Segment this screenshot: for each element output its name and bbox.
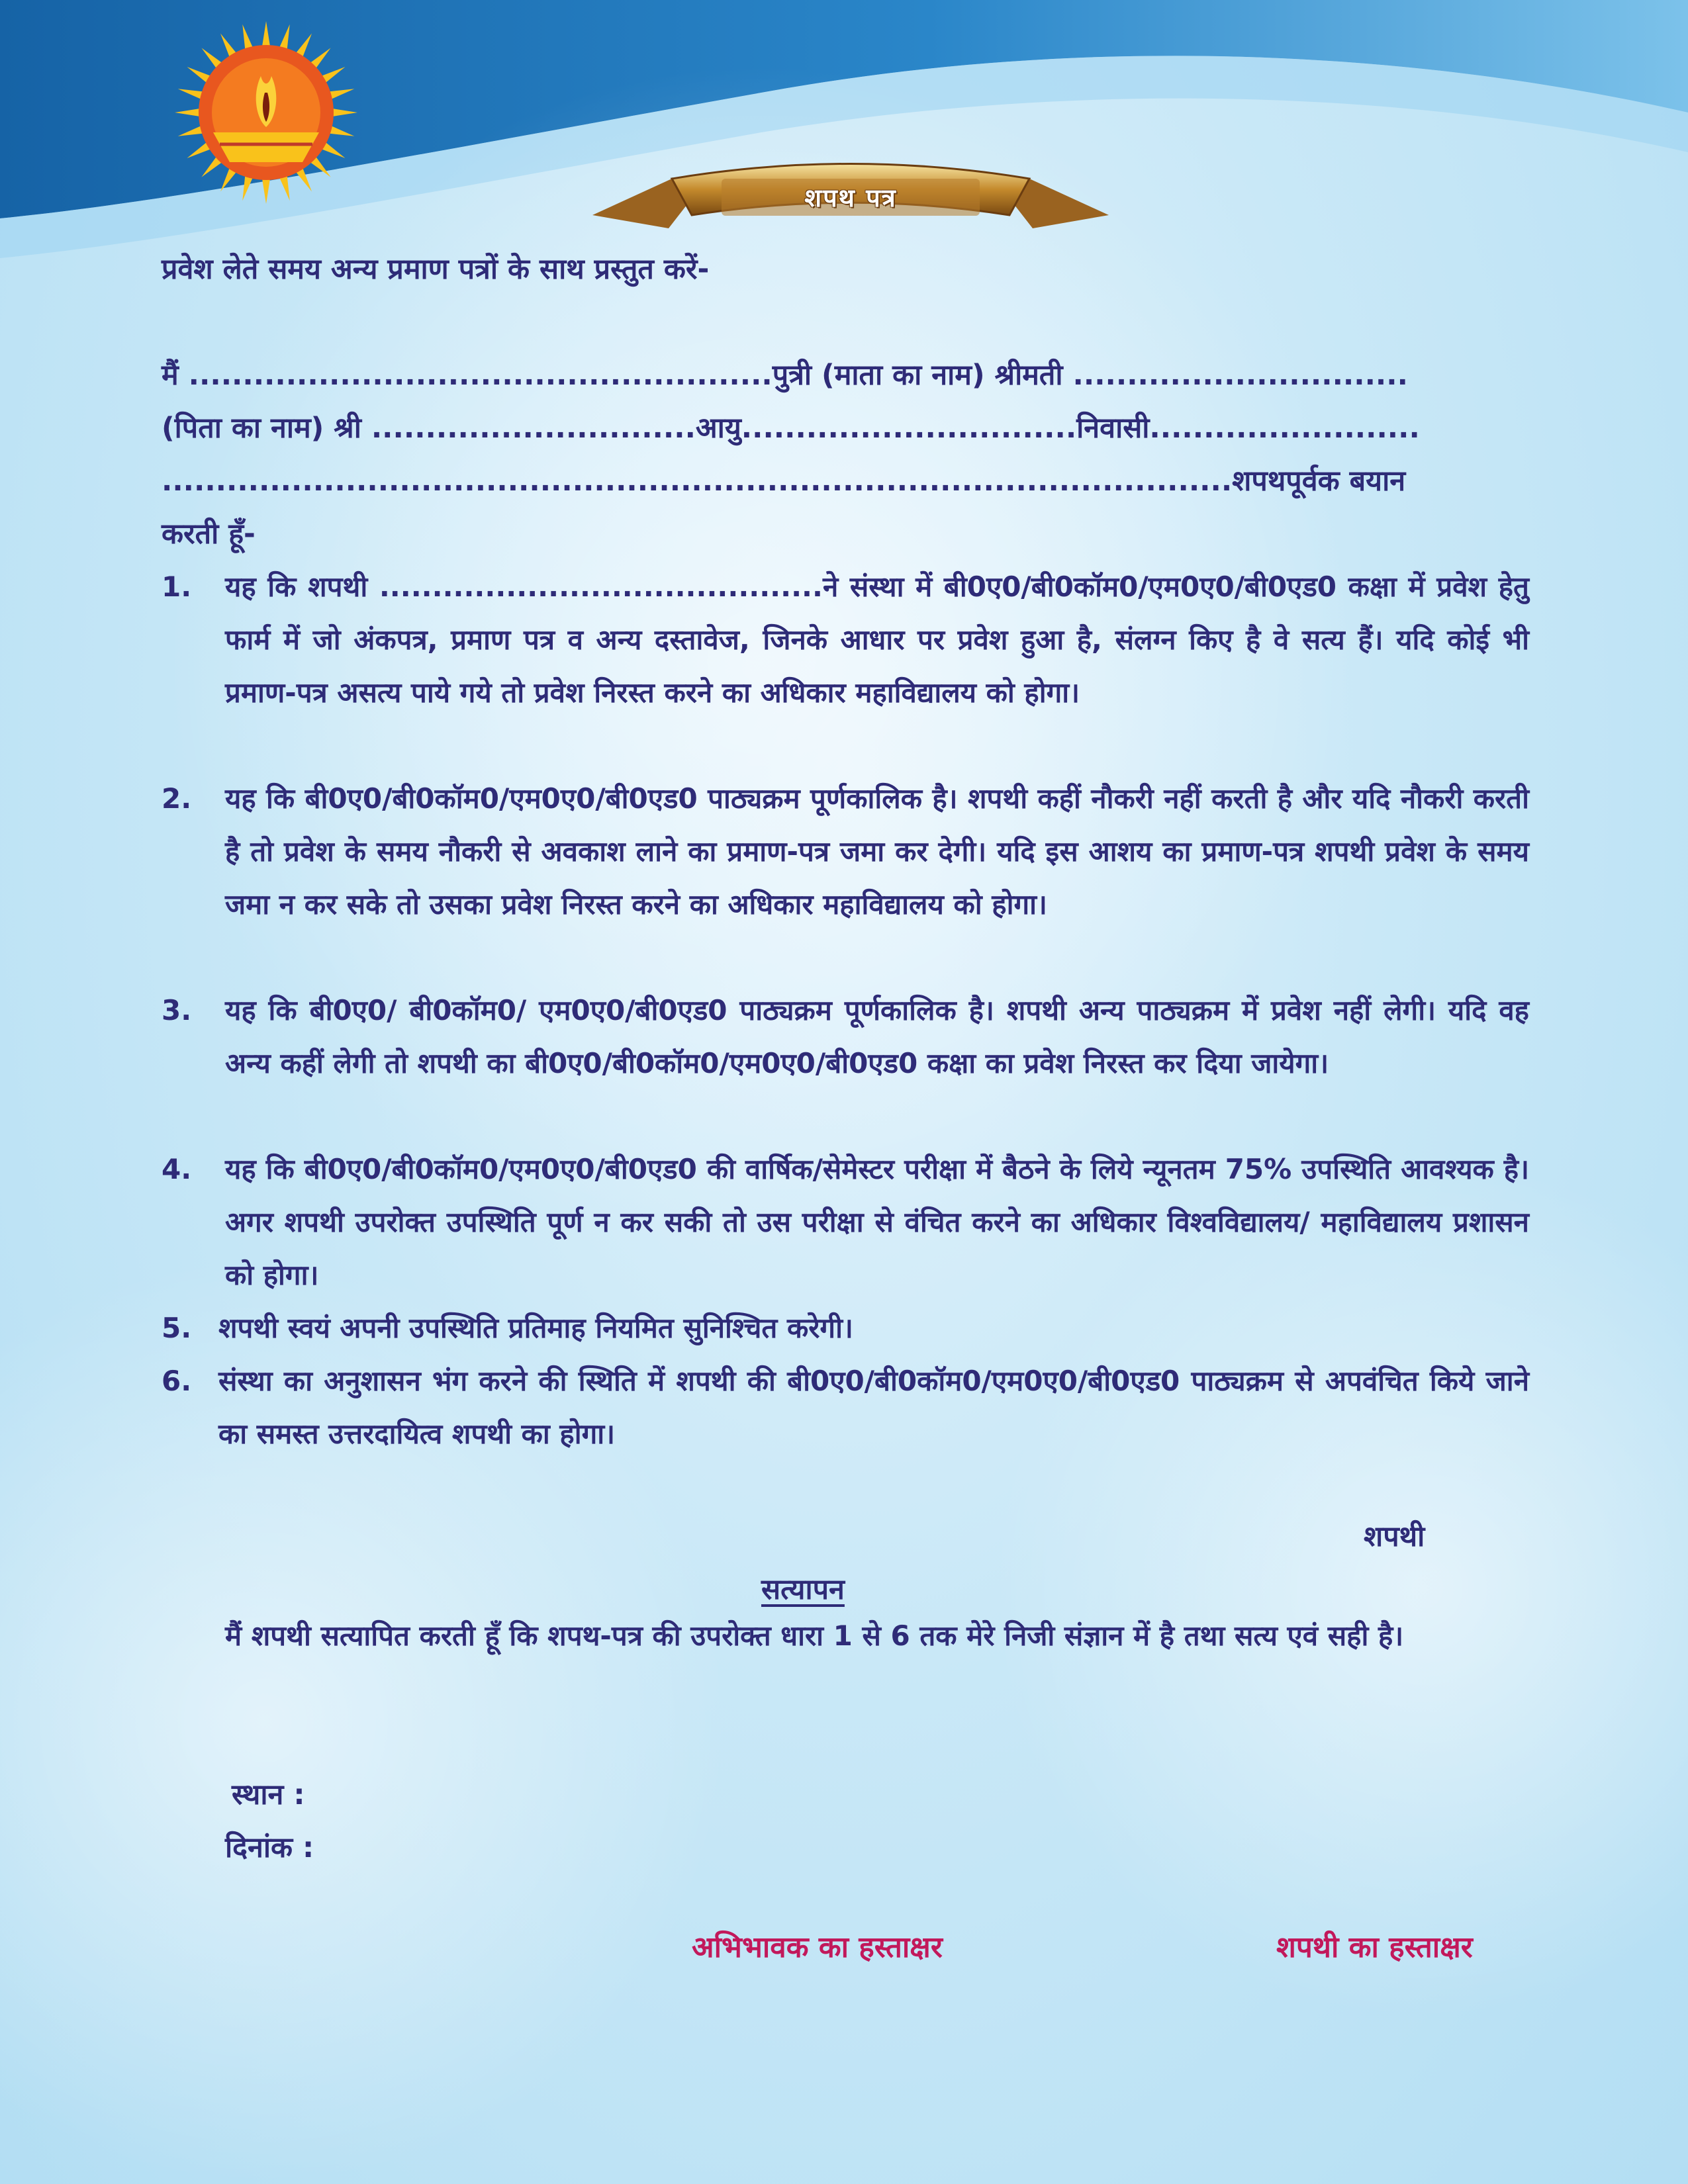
title-badge-text: शपथ पत्र — [804, 183, 897, 212]
clause-1-text: यह कि शपथी ..........................................ने संस्था में बी0ए0/बी0कॉम0/एम0ए0/बी0एड0 कक्षा में प्रवेश हेतु फार्म में जो अंकपत्र, प्रमाण पत्र व अन्य दस्तावेज, जिनके आधार पर प्रवेश हुआ है, संलग्न किए है वे सत्य हैं। यदि कोई भी प्रमाण-पत्र असत्य पाये गये तो प्रवेश निरस्त करने का अधिकार महाविद्यालय को होगा। — [225, 570, 1529, 709]
intro-instruction: प्रवेश लेते समय अन्य प्रमाण पत्रों के साथ प्रस्तुत करें- — [162, 253, 710, 286]
declaration-line-4: करती हूँ- — [162, 518, 256, 551]
college-logo — [173, 20, 359, 205]
verification-text: मैं शपथी सत्यापित करती हूँ कि शपथ-पत्र की उपरोक्त धारा 1 से 6 तक मेरे निजी संज्ञान में है तथा सत्य एवं सही है। — [225, 1619, 1404, 1652]
deponent-label: शपथी — [1364, 1520, 1425, 1553]
place-label: स्थान : — [232, 1778, 305, 1811]
date-label: दिनांक : — [225, 1831, 314, 1864]
clause-6-text: संस्था का अनुशासन भंग करने की स्थिति में शपथी की बी0ए0/बी0कॉम0/एम0ए0/बी0एड0 पाठ्यक्रम से अपवंचित किये जाने का समस्त उत्तरदायित्व शपथी का होगा। — [218, 1365, 1529, 1450]
clause-5-number: 5. — [162, 1312, 192, 1344]
clause-6-number: 6. — [162, 1365, 192, 1397]
clause-4-number: 4. — [162, 1153, 192, 1185]
deponent-signature-label: शपथी का हस्ताक्षर — [1276, 1931, 1473, 1964]
guardian-signature-label: अभिभावक का हस्ताक्षर — [692, 1931, 943, 1964]
clause-2-text: यह कि बी0ए0/बी0कॉम0/एम0ए0/बी0एड0 पाठ्यक्रम पूर्णकालिक है। शपथी कहीं नौकरी नहीं करती है और यदि नौकरी करती है तो प्रवेश के समय नौकरी से अवकाश लाने का प्रमाण-पत्र जमा कर देगी। यदि इस आशय का प्रमाण-पत्र शपथी प्रवेश के समय जमा न कर सके तो उसका प्रवेश निरस्त करने का अधिकार महाविद्यालय को होगा। — [225, 782, 1529, 921]
declaration-line-1: मैं ......................................................पुत्री (माता का नाम) श्रीमती ............................... — [162, 359, 1408, 392]
declaration-line-3: ...................................................................................................शपथपूर्वक बयान — [162, 465, 1406, 498]
clause-2-number: 2. — [162, 782, 192, 815]
clause-3-text: यह कि बी0ए0/ बी0कॉम0/ एम0ए0/बी0एड0 पाठ्यक्रम पूर्णकालिक है। शपथी अन्य पाठ्यक्रम में प्रवेश नहीं लेगी। यदि वह अन्य कहीं लेगी तो शपथी का बी0ए0/बी0कॉम0/एम0ए0/बी0एड0 कक्षा का प्रवेश निरस्त कर दिया जायेगा। — [225, 994, 1529, 1079]
clause-5-text: शपथी स्वयं अपनी उपस्थिति प्रतिमाह नियमित सुनिश्चित करेगी। — [218, 1312, 853, 1344]
clause-1-number: 1. — [162, 570, 192, 603]
clause-4-text: यह कि बी0ए0/बी0कॉम0/एम0ए0/बी0एड0 की वार्षिक/सेमेस्टर परीक्षा में बैठने के लिये न्यूनतम 75% उपस्थिति आवश्यक है। अगर शपथी उपरोक्त उपस्थिति पूर्ण न कर सकी तो उस परीक्षा से वंचित करने का अधिकार विश्वविद्यालय/ महाविद्यालय प्रशासन को होगा। — [225, 1153, 1529, 1291]
clause-3-number: 3. — [162, 994, 192, 1026]
declaration-line-2: (पिता का नाम) श्री ..............................आयु...............................निवासी......................... — [162, 412, 1420, 445]
verification-heading: सत्यापन — [761, 1573, 845, 1606]
